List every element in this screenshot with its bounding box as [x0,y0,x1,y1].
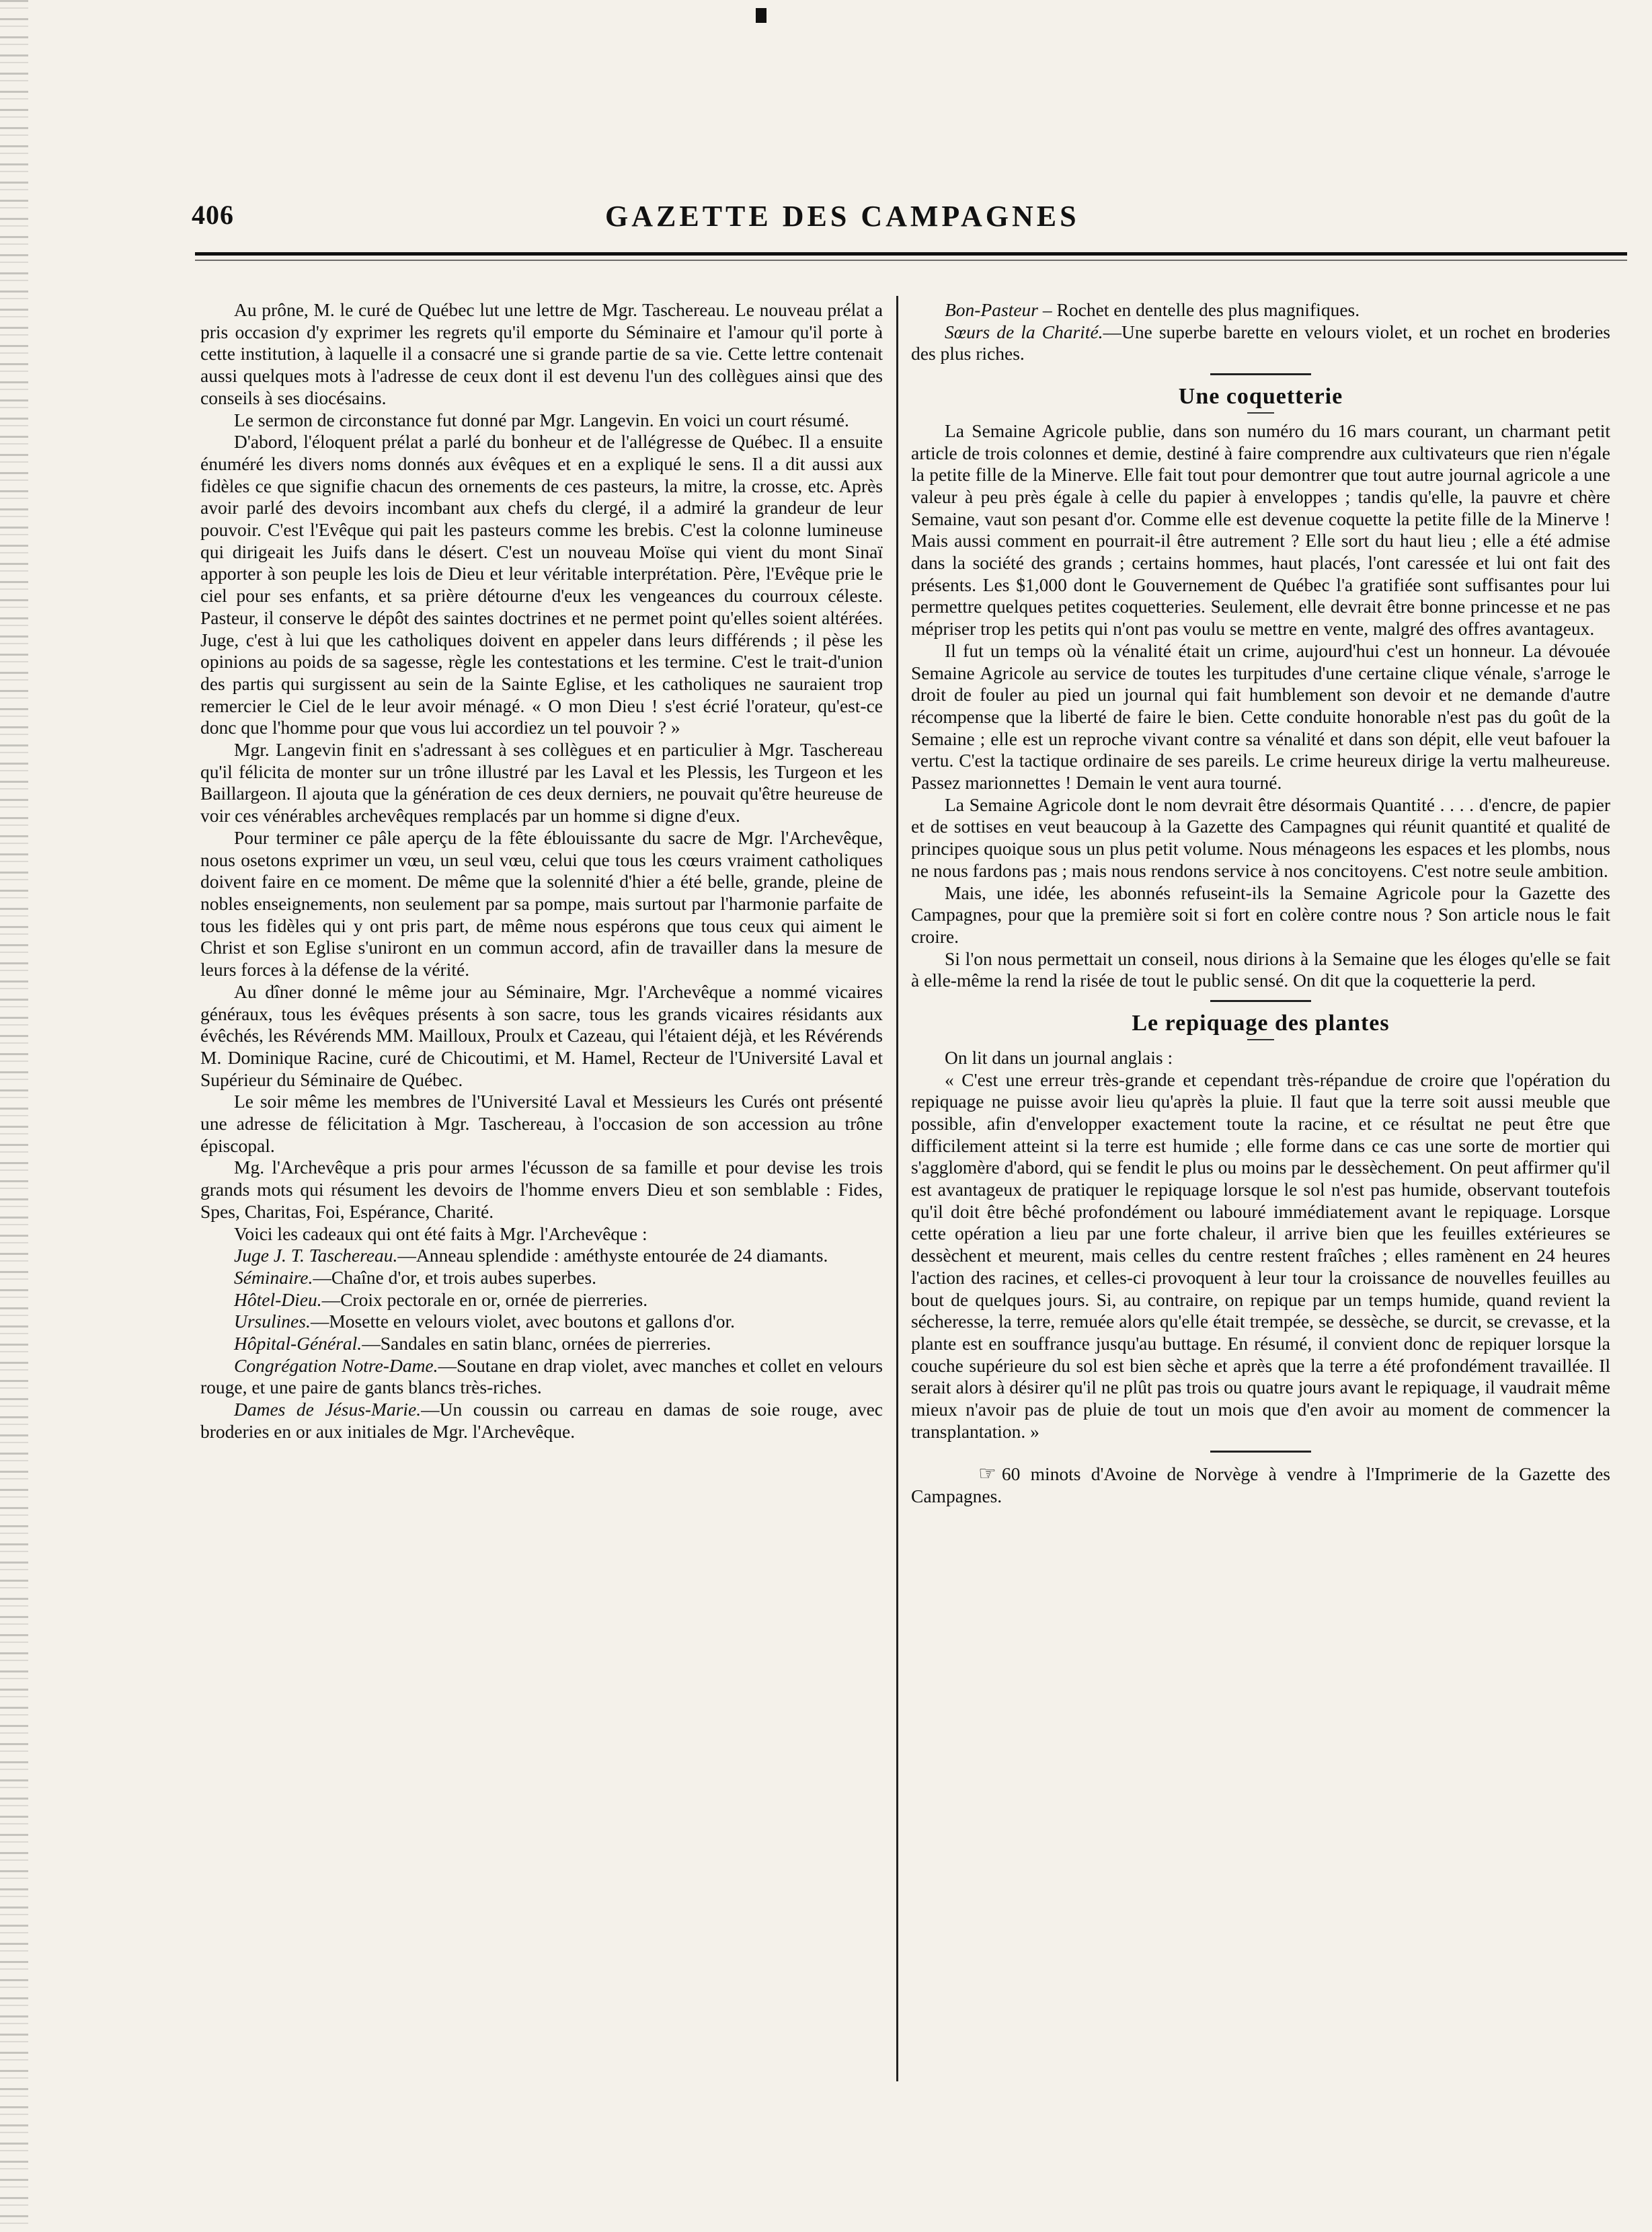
gift-description: —Un coussin ou carreau en damas de soie rouge, avec broderies en or aux initiales de Mgr. l'Archevêque. [200,1399,883,1442]
gift-item [911,321,1610,365]
gift-item [200,1399,883,1442]
paragraph: Mais, une idée, les abonnés refuseint-ils la Semaine Agricole pour la Gazette des Campagnes, pour que la première soit si fort en colère contre nous ? Son article nous le fait croire. [911,882,1610,947]
gift-description: —Soutane en drap violet, avec manches et collet en velours rouge, et une paire de gants blancs très-riches. [200,1354,883,1398]
paragraph: Si l'on nous permettait un conseil, nous dirions à la Semaine que les éloges qu'elle se fait à elle-même la rend la risée de tout le public sensé. On dit que la coquetterie la perd. [911,948,1610,991]
section-divider [1210,373,1311,375]
gift-donor: Hôtel-Dieu. [234,1288,322,1310]
article-title: Le repiquage des plantes [1132,1011,1390,1036]
scan-edge [0,0,28,2232]
header-rule [195,252,1627,256]
column-divider [896,296,898,2081]
paragraph: Le sermon de circonstance fut donné par Mgr. Langevin. En voici un court résumé. [234,409,849,430]
section-divider [1210,1451,1311,1453]
paragraph: On lit dans un journal anglais : [945,1046,1173,1068]
paragraph: Le soir même les membres de l'Université Laval et Messieurs les Curés ont présenté une adresse de félicitation à Mgr. Taschereau, à l'occasion de son accession au trône épiscopal. [200,1091,883,1156]
pointing-hand-icon: ☞ [978,1463,996,1486]
gift-item [200,1289,883,1311]
advertisement-text: 60 minots d'Avoine de Norvège à vendre à l'Imprimerie de la Gazette des Campagnes. [911,1463,1610,1507]
gift-item [200,1245,883,1267]
advertisement [911,1463,1610,1507]
gift-description: —Sandales en satin blanc, ornées de pierreries. [362,1333,711,1354]
gift-donor: Dames de Jésus-Marie. [234,1399,422,1420]
paragraph: Mg. l'Archevêque a pris pour armes l'écusson de sa famille et pour devise les trois grands mots qui résument les devoirs de l'homme envers Dieu et son semblable : Fides, Spes, Charitas, Foi, Espérance, Charité. [200,1157,883,1222]
gift-description: —Mosette en velours violet, avec boutons et gallons d'or. [310,1311,736,1332]
right-column [911,299,1610,1508]
gift-item [200,1333,883,1355]
left-column [200,299,883,1443]
gift-description: – Rochet en dentelle des plus magnifiques. [1038,299,1360,320]
section-divider [1210,1000,1311,1002]
gift-item [200,1267,883,1289]
gift-donor: Ursulines. [234,1311,311,1332]
paragraph: Il fut un temps où la vénalité était un crime, aujourd'hui c'est un honneur. La dévouée Semaine Agricole au service de toutes les turpitudes d'une certaine clique vénale, s'arroge le droit de fouler au pied un journal qui fait humblement son devoir et ne demande d'autre récompense que la liberté de faire le bien. Cette conduite honorable n'est pas du goût de la Semaine ; elle est un reproche vivant contre sa vénalité et dans son dépit, elle veut bafouer la vertu. C'est la tactique ordinaire de ses pareils. Le crime heureux dirige la vertu malheureuse. Passez marionnettes ! Demain le vent aura tourné. [911,640,1610,794]
gift-item [200,1355,883,1399]
paragraph: Au dîner donné le même jour au Séminaire, Mgr. l'Archevêque a nommé vicaires généraux, tous les évêques présents à son sacre, tous les grands vicaires résidants aux évêchés, les Révérends MM. Mailloux, Proulx et Cazeau, qui l'étaient déjà, et les Révérends M. Dominique Racine, curé de Chicoutimi, et M. Hamel, Recteur de l'Université Laval et Supérieur du Séminaire de Québec. [200,980,883,1090]
gift-item [200,1311,883,1333]
article-title: Une coquetterie [1178,384,1343,410]
gift-donor: Séminaire. [234,1266,313,1288]
paragraph: Au prône, M. le curé de Québec lut une lettre de Mgr. Taschereau. Le nouveau prélat a pris occasion d'y exprimer les regrets qu'il emporte du Séminaire et l'amour qu'il porte à cette institution, à laquelle il a consacré une si grande partie de sa vie. Cette lettre contenait aussi quelques mots à l'adresse de ceux dont il est devenu l'un des collègues ainsi que des conseils à ses diocésains. [200,299,883,408]
paragraph: D'abord, l'éloquent prélat a parlé du bonheur et de l'allégresse de Québec. Il a ensuite énuméré les divers noms donnés aux évêques et en a expliqué le sens. Il a dit aussi aux fidèles ce que signifie chacun des ornements de ces pasteurs, la mitre, la crosse, etc. Après avoir parlé des devoirs incombant aux chefs du clergé, il a admiré la grandeur de leur pouvoir. C'est l'Evêque qui pait les pasteurs comme les brebis. C'est la colonne lumineuse qui dirigeait les Juifs dans le désert. C'est un nouveau Moïse qui vient du mont Sinaï apporter à son peuple les lois de Dieu et leur véritable interprétation. Père, l'Evêque prie le ciel pour ses enfants, et sa prière détourne d'eux les vengeances du courroux céleste. Pasteur, il conserve le dépôt des saintes doctrines et ne permet point qu'elles soient altérées. Juge, c'est à lui que les catholiques doivent en appeler dans leurs différends ; il pèse les opinions au poids de sa sagesse, règle les contestations et les termine. C'est le trait-d'union des partis qui surgissent au sein de la Sainte Eglise, et les catholiques ne sauraient trop remercier le Ciel de le leur avoir ménagé. « O mon Dieu ! s'est écrié l'orateur, qu'est-ce donc que l'homme pour que vous lui accordiez un tel pouvoir ? » [200,431,883,738]
gift-description: —Une superbe barette en velours violet, et un rochet en broderies des plus riches. [911,321,1611,364]
page-number: 406 [192,200,234,230]
gift-description: —Croix pectorale en or, ornée de pierreries. [321,1288,648,1310]
gift-donor: Juge J. T. Taschereau. [234,1245,398,1266]
gift-donor: Bon-Pasteur [945,299,1039,320]
gift-donor: Hôpital-Général. [234,1333,362,1354]
paragraph: Voici les cadeaux qui ont été faits à Mgr. l'Archevêque : [234,1223,647,1244]
paragraph: Pour terminer ce pâle aperçu de la fête éblouissante du sacre de Mgr. l'Archevêque, nous osetons exprimer un vœu, un seul vœu, celui que tous les cœurs vraiment catholiques doivent faire en ce moment. De même que la solennité d'hier a été belle, grande, pleine de nobles enseignements, non seulement par sa pompe, mais surtout par l'harmonie parfaite de tous les fidèles qui y ont pris part, de même nous espérons que tous ceux qui aiment le Christ et son Eglise s'uniront en un commun accord, afin de travailler dans la mesure de leurs forces à la défense de la vérité. [200,826,883,980]
paragraph: « C'est une erreur très-grande et cependant très-répandue de croire que l'opération du repiquage ne puisse avoir lieu qu'après la pluie. Il faut que la terre soit aussi meuble que possible, afin d'envelopper exactement toute la racine, et ce résultat ne peut être que difficilement atteint si la terre est humide ; elle forme dans ce cas une sorte de mortier qui s'agglomère d'abord, qui se fendit le plus ou moins par le dessèchement. On peut affirmer qu'il est avantageux de pratiquer le repiquage lorsque le sol n'est pas humide, observant toutefois qu'il doit être bêché profondément ou labouré immédiatement avant le repiquage. Lorsque cette opération a lieu par une forte chaleur, il arrive bien que les feuilles extérieures se dessèchent et meurent, mais celles du centre restent fraîches ; elles ramènent en 24 heures l'action des racines, et celles-ci provoquent à leur tour la croissance de nouvelles feuilles au bout de quelques jours. Si, au contraire, on repique par un temps humide, quand revient la sécheresse, la terre, remuée alors qu'elle était trempée, se dessèche, se durcit, se crevasse, et la plante est en souffrance jusqu'au buttage. En résumé, il convient donc de repiquer lorsque la couche supérieure du sol est bien sèche et après que la terre a été profondément travaillée. Il serait alors à désirer qu'il ne plût pas trois ou quatre jours avant le repiquage, il vaudrait même mieux n'avoir pas de pluie de tout un mois que d'en avoir au moment de commencer la transplantation. » [911,1069,1610,1442]
paragraph: Mgr. Langevin finit en s'adressant à ses collègues et en particulier à Mgr. Taschereau qu'il félicita de monter sur un trône illustré par les Laval et les Plessis, les Turgeon et les Baillargeon. Il ajouta que la génération de ces deux derniers, ne pouvait qu'être heureuse de voir ces vénérables archevêques remplacés par un homme si digne d'eux. [200,739,883,826]
title-underline [1247,1039,1274,1040]
masthead: GAZETTE DES CAMPAGNES [605,200,1080,233]
title-underline [1247,412,1274,414]
gift-description: —Anneau splendide : améthyste entourée de 24 diamants. [397,1245,828,1266]
gift-donor: Congrégation Notre-Dame. [234,1354,438,1376]
paragraph: La Semaine Agricole dont le nom devrait être désormais Quantité . . . . d'encre, de papier et de sottises en veut beaucoup à la Gazette des Campagnes qui réunit quantité et qualité de principes quoique sous un plus petit volume. Nous ménageons les espaces et les plombs, nous ne nous fardons pas ; mais nous rendons service à nos concitoyens. C'est notre seule ambition. [911,794,1610,881]
gift-donor: Sœurs de la Charité. [945,321,1103,342]
gift-description: —Chaîne d'or, et trois aubes superbes. [313,1266,596,1288]
header-rule-thin [195,260,1627,261]
gift-item [911,299,1610,321]
printer-mark [756,8,766,23]
paragraph: La Semaine Agricole publie, dans son numéro du 16 mars courant, un charmant petit article de trois colonnes et demie, destiné à faire comprendre aux cultivateurs que rien n'égale la petite fille de la Minerve. Elle fait tout pour demontrer que tout autre journal agricole a une valeur à peu près égale à celle du papier à enveloppes ; tandis qu'elle, la pauvre et chère Semaine, vaut son pesant d'or. Comme elle est devenue coquette la petite fille de la Minerve ! Mais aussi comment en pourrait-il être autrement ? Elle sort du haut lieu ; elle a été admise dans la société des grands ; certains hommes, haut placés, l'ont caressée et lui ont fait des présents. Les $1,000 dont le Gouvernement de Québec l'a gratifiée sont suffisantes pour lui permettre quelques petites coquetteries. Seulement, elle devrait être bonne princesse et ne pas mépriser trop les petits qui n'ont pas voulu se mettre en vente, malgré des offres avantageux. [911,420,1610,640]
